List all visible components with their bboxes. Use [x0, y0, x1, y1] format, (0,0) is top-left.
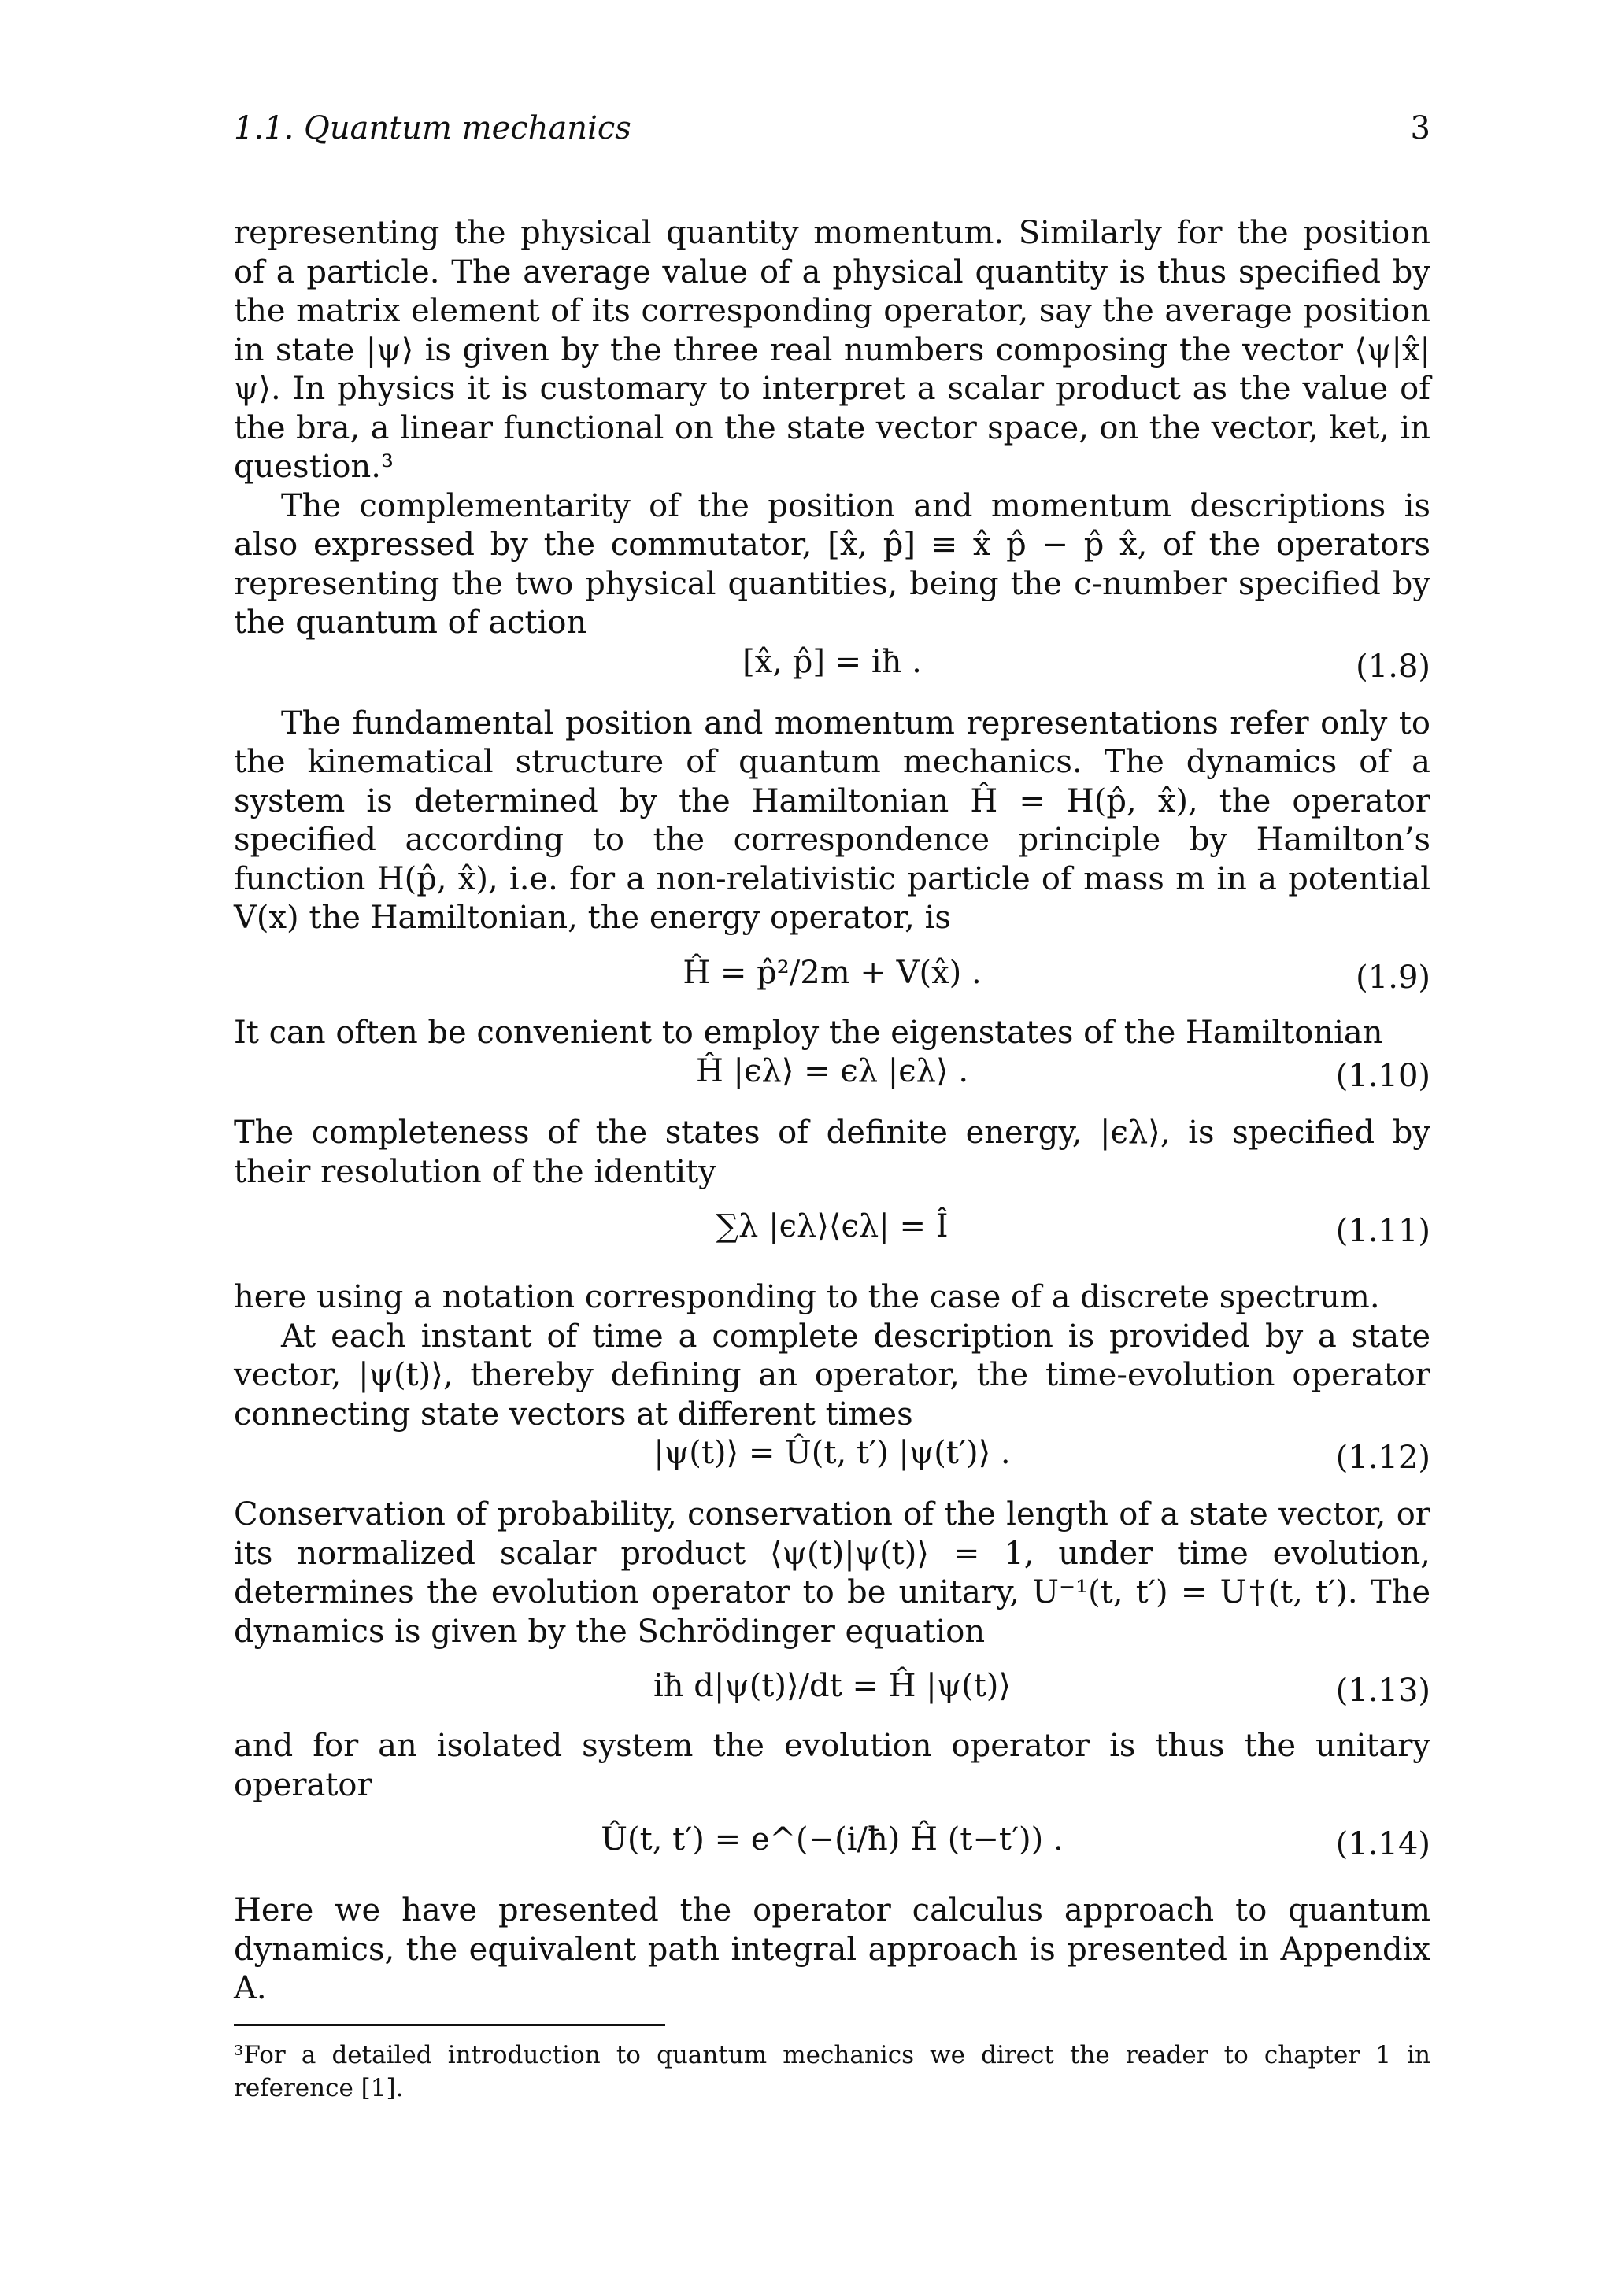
equation-1-8-number: (1.8)	[1356, 648, 1430, 685]
equation-1-12-content: |ψ(t)⟩ = Û(t, t′) |ψ(t′)⟩ .	[653, 1435, 1011, 1471]
running-title: 1.1. Quantum mechanics	[234, 110, 631, 146]
equation-1-11	[234, 1192, 1430, 1278]
equation-1-10-number: (1.10)	[1335, 1058, 1430, 1094]
footnote: ³For a detailed introduction to quantum mechanics we direct the reader to chapter 1 in reference [1].	[234, 2041, 1430, 2102]
paragraph-3: The fundamental position and momentum representations refer only to the kinematical structure of quantum mechanics. The dynamics of a system is determined by the Hamiltonian Ĥ = H(p̂, x̂), the operator specified according to the correspondence principle by Hamilton’s function H(p̂, x̂), i.e. for a non-relativistic particle of mass m in a potential V(x) the Hamiltonian, the energy operator, is	[234, 704, 1430, 936]
equation-1-13-content: iħ d|ψ(t)⟩/dt = Ĥ |ψ(t)⟩	[653, 1668, 1012, 1704]
equation-1-12	[234, 1434, 1430, 1496]
paragraph-4: It can often be convenient to employ the eigenstates of the Hamiltonian	[234, 1014, 1383, 1051]
equation-1-13	[234, 1651, 1430, 1727]
paragraph-6: here using a notation corresponding to the case of a discrete spectrum.	[234, 1279, 1380, 1315]
equation-1-12-number: (1.12)	[1335, 1440, 1430, 1476]
equation-1-11-content: ∑λ |ϵλ⟩⟨ϵλ| = Î	[716, 1208, 949, 1244]
equation-1-10	[234, 1052, 1430, 1114]
paragraph-5: The completeness of the states of definite energy, |ϵλ⟩, is specified by their resolution of the identity	[234, 1115, 1430, 1190]
paragraph-7: At each instant of time a complete description is provided by a state vector, |ψ(t)⟩, thereby defining an operator, the time-evolution operator connecting state vectors at different times	[234, 1318, 1430, 1433]
equation-1-14	[234, 1805, 1430, 1891]
equation-1-10-content: Ĥ |ϵλ⟩ = ϵλ |ϵλ⟩ .	[695, 1053, 969, 1089]
footnote-rule	[234, 2024, 665, 2026]
paragraph-2: The complementarity of the position and momentum descriptions is also expressed by the commutator, [x̂, p̂] ≡ x̂ p̂ − p̂ x̂, of the operators representing the two physical quantities, being the c-number specified by the quantum of action	[234, 487, 1430, 641]
paragraph-1: representing the physical quantity momentum. Similarly for the position of a particle. The average value of a physical quantity is thus specified by the matrix element of its corresponding operator, say the average position in state |ψ⟩ is given by the three real numbers composing the vector ⟨ψ|x̂|ψ⟩. In physics it is customary to interpret a scalar product as the value of the bra, a linear functional on the state vector space, on the vector, ket, in question.³	[234, 215, 1430, 485]
equation-1-14-content: Û(t, t′) = e^(−(i/ħ) Ĥ (t−t′)) .	[601, 1821, 1064, 1858]
equation-1-9-number: (1.9)	[1356, 959, 1430, 996]
page-header	[234, 110, 1430, 157]
equation-1-14-number: (1.14)	[1335, 1826, 1430, 1862]
equation-1-8	[234, 643, 1430, 704]
paragraph-9: and for an isolated system the evolution operator is thus the unitary operator	[234, 1728, 1430, 1803]
equation-1-11-number: (1.11)	[1335, 1213, 1430, 1249]
equation-1-13-number: (1.13)	[1335, 1673, 1430, 1709]
main-text	[234, 214, 1430, 2009]
equation-1-9	[234, 938, 1430, 1014]
page-number: 3	[1410, 110, 1430, 146]
paragraph-10: Here we have presented the operator calculus approach to quantum dynamics, the equivalent path integral approach is presented in Appendix A.	[234, 1892, 1430, 2006]
paragraph-8: Conservation of probability, conservation of the length of a state vector, or its normalized scalar product ⟨ψ(t)|ψ(t)⟩ = 1, under time evolution, determines the evolution operator to be unitary, U⁻¹(t, t′) = U†(t, t′). The dynamics is given by the Schrödinger equation	[234, 1496, 1430, 1650]
equation-1-8-content: [x̂, p̂] = iħ .	[742, 643, 922, 680]
equation-1-9-content: Ĥ = p̂²/2m + V(x̂) .	[683, 954, 982, 991]
